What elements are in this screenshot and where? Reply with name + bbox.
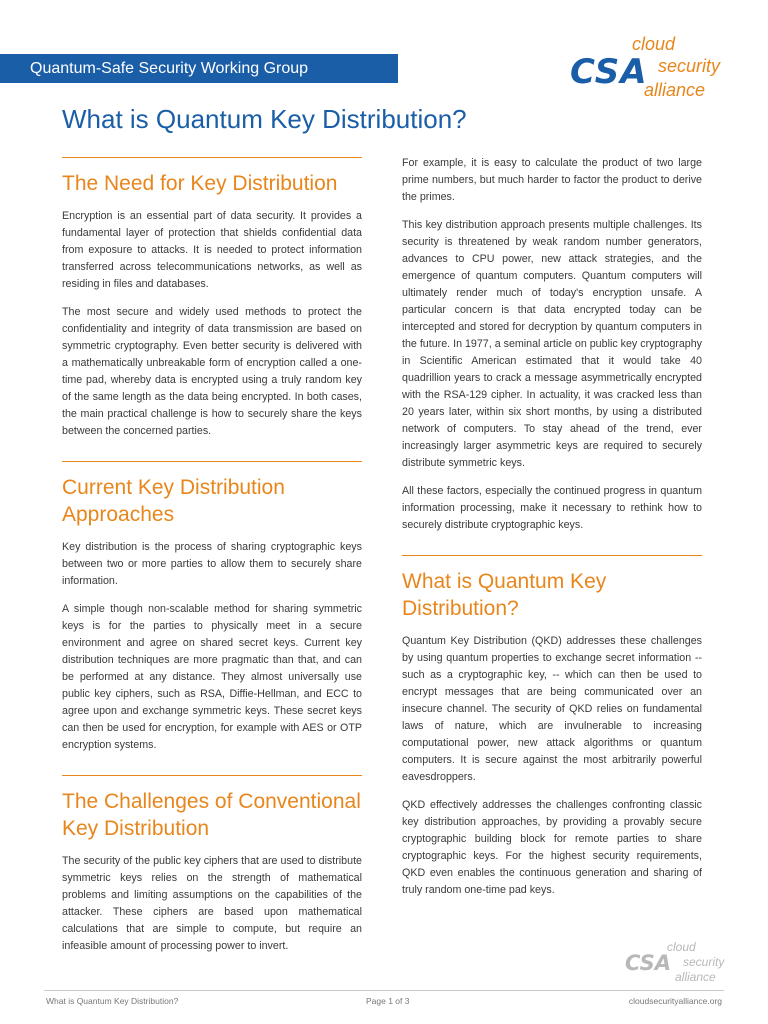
csa-footer-logo-mark: CSA bbox=[625, 951, 672, 975]
footer-page-number: Page 1 of 3 bbox=[366, 996, 410, 1006]
section-heading-qkd: What is Quantum Key Distribution? bbox=[402, 570, 607, 620]
footer-website: cloudsecurityalliance.org bbox=[628, 996, 722, 1006]
paragraph: Quantum Key Distribution (QKD) addresses these challenges by using quantum properties to exchange secret information -- such as a cryptographic key, -- which can then be used to encrypt messages that are being communicated over an insecure channel. The security of QKD relies on fundamental laws of nature, which are invulnerable to increasing computational power, new attack algorithms or quantum computers. It is secure against the most arbitrarily powerful eavesdroppers. bbox=[402, 635, 702, 783]
section-heading-current: Current Key Distribution Approaches bbox=[62, 476, 285, 526]
footer-divider bbox=[44, 990, 724, 991]
page-title: What is Quantum Key Distribution? bbox=[62, 104, 467, 134]
section-heading-challenges: The Challenges of Conventional Key Distribution bbox=[62, 790, 361, 840]
right-column bbox=[402, 155, 702, 910]
working-group-banner: Quantum-Safe Security Working Group bbox=[0, 54, 398, 83]
csa-logo-mark: CSA bbox=[570, 52, 648, 92]
footer-document-title: What is Quantum Key Distribution? bbox=[46, 996, 179, 1006]
footer-logo-word-security: security bbox=[683, 955, 725, 969]
left-column bbox=[62, 157, 362, 966]
paragraph: The most secure and widely used methods to protect the confidentiality and integrity of data transmission are based on symmetric cryptography. Even better security is delivered with a mathematically unbreakable form of encryption called a one-time pad, whereby data is encrypted using a truly random key of the same length as the data being encrypted. In both cases, the main practical challenge is how to securely share the keys between the concerned parties. bbox=[62, 306, 362, 437]
paragraph: This key distribution approach presents multiple challenges. Its security is threatened by weak random number generators, advances to CPU power, new attack strategies, and the emergence of quantum computers. Quantum computers will ultimately render much of today's encryption unsafe. A particular concern is that data encrypted today can be intercepted and stored for decryption by quantum computers in the future. In 1977, a seminal article on public key cryptography in Scientific American estimated that it would take 40 quadrillion years to crack a message asymmetrically encrypted with the RSA-129 cipher. In actuality, it was cracked less than 20 years later, within six short months, by using a distributed network of computers. To stay ahead of the trend, ever increasingly larger asymmetric keys are required to securely distribute symmetric keys. bbox=[402, 219, 703, 469]
logo-word-cloud: cloud bbox=[632, 34, 676, 54]
paragraph: For example, it is easy to calculate the product of two large prime numbers, but much harder to factor the product to derive the primes. bbox=[402, 157, 702, 203]
footer-logo-word-alliance: alliance bbox=[675, 970, 716, 984]
paragraph: Encryption is an essential part of data security. It provides a fundamental layer of protection that shields confidential data from exposure to attacks. It is needed to protect information transferred across telecommunications networks, as well as residing in files and databases. bbox=[62, 210, 362, 290]
paragraph: A simple though non-scalable method for sharing symmetric keys is for the parties to physically meet in a secure environment and agree on shared secret keys. Current key distribution techniques are more pragmatic than that, and can be performed at any distance. They almost universally use public key ciphers, such as RSA, Diffie-Hellman, and ECC to agree upon and exchange symmetric keys. These secret keys can then be used for encryption, for example with AES or OTP encryption systems. bbox=[62, 603, 362, 751]
section-divider bbox=[62, 461, 362, 462]
paragraph: All these factors, especially the continued progress in quantum information processing, make it necessary to rethink how to securely distribute cryptographic keys. bbox=[402, 485, 702, 531]
csa-footer-logo bbox=[625, 940, 745, 985]
csa-logo bbox=[570, 34, 750, 104]
section-divider bbox=[62, 775, 362, 776]
paragraph: QKD effectively addresses the challenges confronting classic key distribution approaches, by providing a provably secure cryptographic building block for remote parties to share cryptographic keys. For the highest security requirements, QKD even enables the continuous generation and sharing of truly random one-time pad keys. bbox=[402, 799, 702, 896]
logo-word-security: security bbox=[658, 56, 721, 76]
section-divider bbox=[62, 157, 362, 158]
section-heading-need: The Need for Key Distribution bbox=[62, 172, 338, 195]
logo-word-alliance: alliance bbox=[644, 80, 706, 100]
paragraph: Key distribution is the process of sharing cryptographic keys between two or more parties to allow them to securely share information. bbox=[62, 541, 362, 587]
section-divider bbox=[402, 555, 702, 556]
footer-logo-word-cloud: cloud bbox=[667, 940, 696, 954]
paragraph: The security of the public key ciphers that are used to distribute symmetric keys relies on the strength of mathematical problems and limiting assumptions on the capabilities of the attacker. These ciphers are based upon mathematical calculations that are simple to compute, but require an infeasible amount of processing power to invert. bbox=[62, 855, 362, 952]
